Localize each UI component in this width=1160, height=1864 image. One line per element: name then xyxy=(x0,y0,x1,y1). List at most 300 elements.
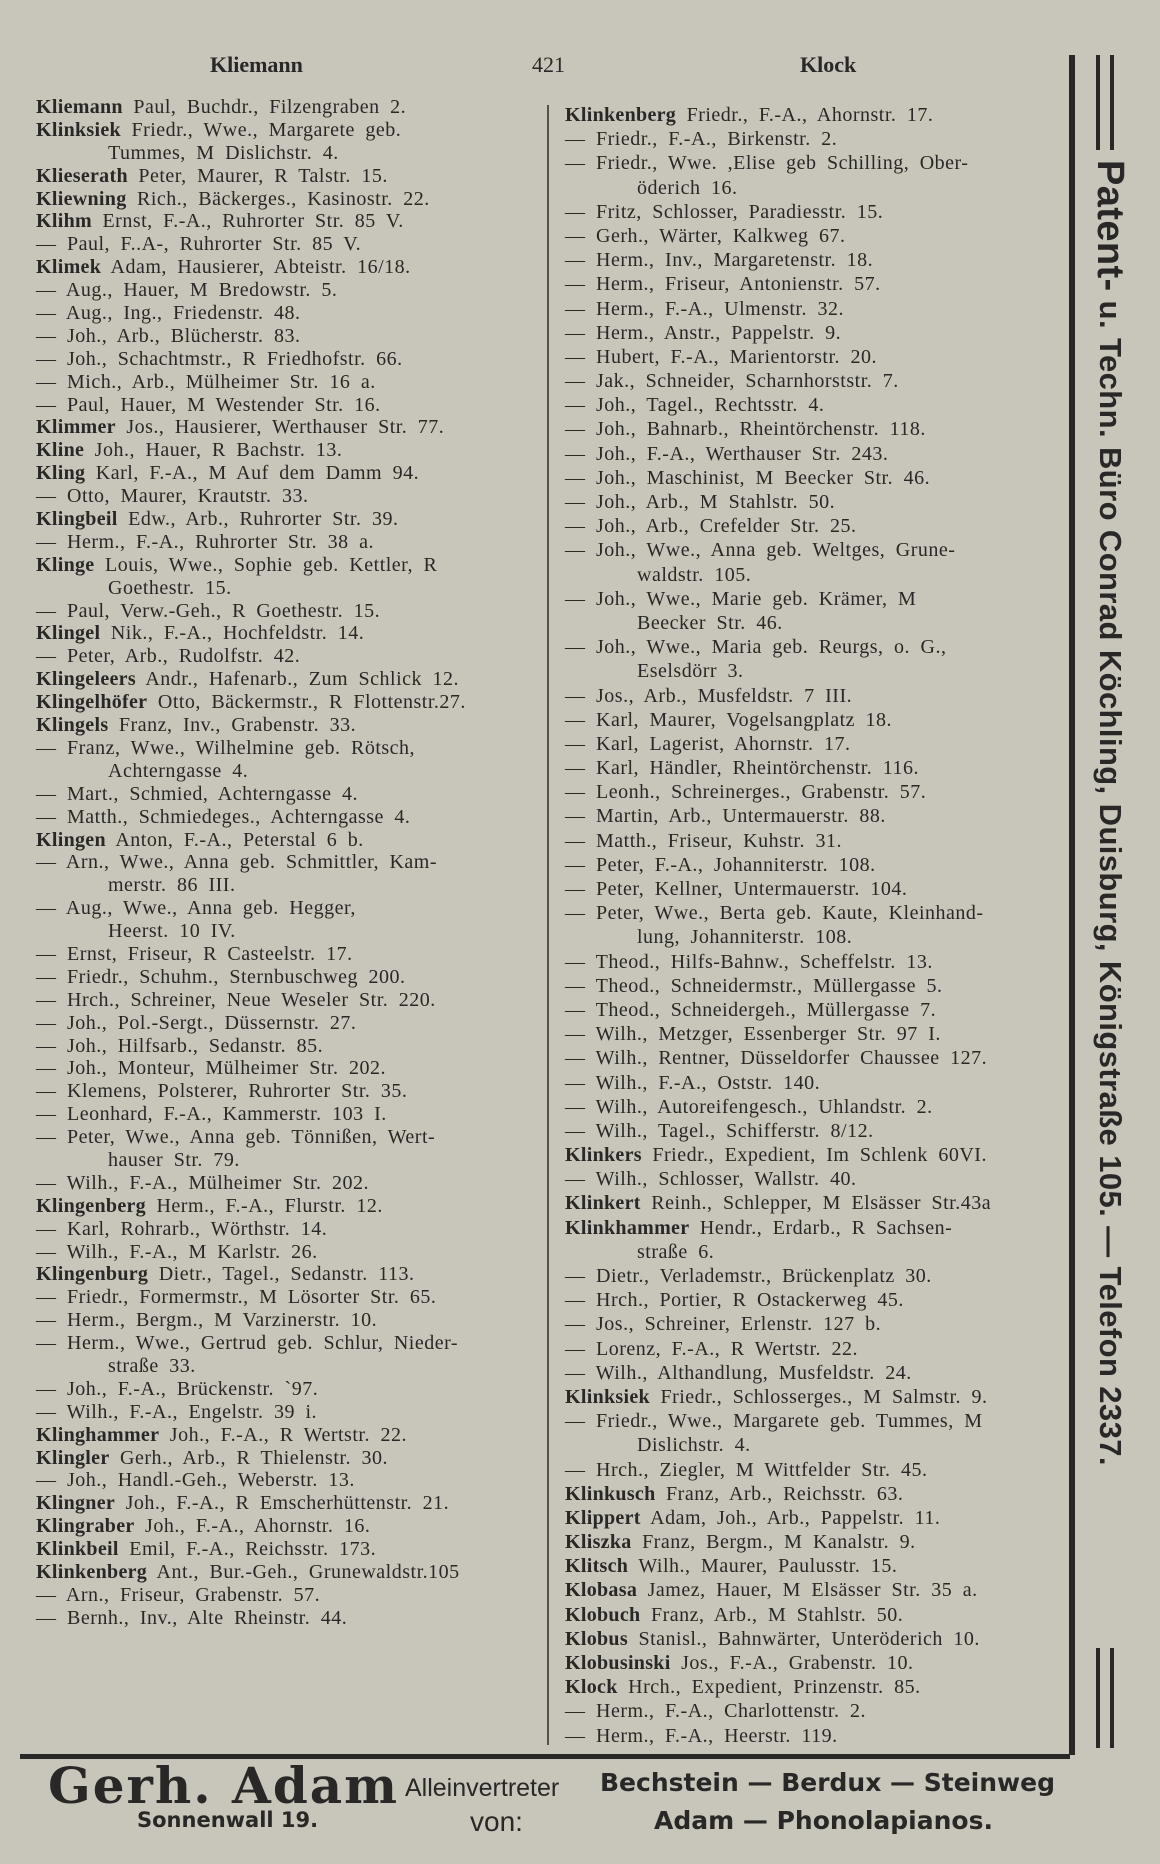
entry-details: Paul, Verw.-Geh., R Goethestr. 15. xyxy=(67,599,381,622)
directory-entry xyxy=(565,442,1065,466)
directory-entry xyxy=(565,393,1065,417)
entry-continuation xyxy=(36,760,541,783)
entry-details: Herm., Inv., Margaretenstr. 18. xyxy=(596,249,874,272)
entry-details: Wilh., F.-A., Mülheimer Str. 202. xyxy=(66,1171,370,1194)
ditto-dash: — xyxy=(565,1313,586,1336)
ditto-dash: — xyxy=(565,781,586,804)
directory-entry xyxy=(565,1191,1065,1215)
directory-entry xyxy=(36,851,541,874)
directory-entry xyxy=(565,1699,1065,1723)
entry-details: Jos., F.-A., Grabenstr. 10. xyxy=(681,1652,914,1674)
entry-details: Karl, Händler, Rheintörchenstr. 116. xyxy=(596,757,920,780)
directory-entry xyxy=(36,1263,541,1286)
entry-details: Joh., Wwe., Maria geb. Reurgs, o. G., xyxy=(596,636,947,659)
entry-details: Friedr., F.-A., Birkenstr. 2. xyxy=(596,128,838,151)
directory-entry xyxy=(565,1264,1065,1288)
ditto-dash: — xyxy=(36,782,57,805)
ditto-dash: — xyxy=(565,1023,586,1046)
ditto-dash: — xyxy=(36,1057,57,1080)
entry-continuation xyxy=(36,874,541,897)
entry-details: Karl, F.-A., M Auf dem Damm 94. xyxy=(95,462,420,485)
entry-details: Ant., Bur.-Geh., Grunewaldstr.105 xyxy=(156,1561,460,1583)
footer-ad-von: von: xyxy=(470,1806,523,1837)
entry-details: Wilh., F.-A., M Karlstr. 26. xyxy=(66,1240,318,1263)
directory-entry xyxy=(36,348,541,371)
entry-details: merstr. 86 III. xyxy=(108,874,236,897)
entry-details: Mich., Arb., Mülheimer Str. 16 a. xyxy=(67,370,376,393)
ditto-dash: — xyxy=(36,370,57,393)
surname: Klingeleers xyxy=(36,668,136,691)
entry-details: Ernst, F.-A., Ruhrorter Str. 85 V. xyxy=(102,210,404,233)
entry-details: Theod., Hilfs-Bahnw., Scheffelstr. 13. xyxy=(595,950,933,973)
directory-entry xyxy=(36,1469,541,1492)
surname: Klobuch xyxy=(565,1603,641,1626)
entry-details: Herm., F.-A., Ruhrorter Str. 38 a. xyxy=(67,530,375,553)
entry-details: Joh., Tagel., Rechtsstr. 4. xyxy=(596,394,825,417)
entry-details: Fritz, Schlosser, Paradiesstr. 15. xyxy=(596,200,884,223)
entry-details: öderich 16. xyxy=(637,176,738,199)
ditto-dash: — xyxy=(36,233,57,256)
surname: Klinkhammer xyxy=(565,1216,690,1239)
entry-continuation xyxy=(565,925,1065,949)
entry-details: Hubert, F.-A., Marientorstr. 20. xyxy=(596,345,878,368)
ditto-dash: — xyxy=(565,974,586,997)
entry-details: Friedr., F.-A., Ahornstr. 17. xyxy=(686,104,934,126)
entry-details: straße 6. xyxy=(637,1240,715,1263)
entry-details: Wilh., Autoreifengesch., Uhlandstr. 2. xyxy=(595,1095,933,1118)
directory-entry xyxy=(565,732,1065,756)
entry-details: Dietr., Tagel., Sedanstr. 113. xyxy=(158,1263,415,1286)
surname: Kliszka xyxy=(565,1531,632,1554)
ditto-dash: — xyxy=(565,249,586,272)
surname: Klinghammer xyxy=(36,1423,160,1446)
ditto-dash: — xyxy=(36,1400,57,1423)
directory-entry xyxy=(36,1424,541,1447)
entry-details: Joh., Schachtmstr., R Friedhofstr. 66. xyxy=(67,347,403,370)
ditto-dash: — xyxy=(565,853,586,876)
ditto-dash: — xyxy=(36,1217,57,1240)
directory-entry xyxy=(565,1312,1065,1336)
directory-entry xyxy=(565,151,1065,175)
entry-details: Joh., Monteur, Mülheimer Str. 202. xyxy=(67,1057,386,1080)
ditto-dash: — xyxy=(36,1034,57,1057)
directory-entry xyxy=(565,804,1065,828)
surname: Klingels xyxy=(36,714,109,737)
entry-details: Hrch., Schreiner, Neue Weseler Str. 220. xyxy=(67,988,436,1011)
entry-details: Heerst. 10 IV. xyxy=(108,920,236,943)
directory-entry xyxy=(565,1361,1065,1385)
entry-details: Jak., Schneider, Scharnhorststr. 7. xyxy=(596,370,899,393)
directory-entry xyxy=(565,321,1065,345)
directory-entry xyxy=(36,554,541,577)
entry-details: Rich., Bäckerges., Kasinostr. 22. xyxy=(137,187,430,210)
entry-details: Franz, Arb., Reichsstr. 63. xyxy=(666,1482,904,1505)
entry-details: Eselsdörr 3. xyxy=(637,660,744,683)
entry-details: Matth., Friseur, Kuhstr. 31. xyxy=(596,829,842,852)
directory-entry xyxy=(565,1143,1065,1167)
directory-entry xyxy=(36,806,541,829)
directory-entry xyxy=(36,1035,541,1058)
directory-entry xyxy=(36,1584,541,1607)
directory-entry xyxy=(36,600,541,623)
entry-details: Martin, Arb., Untermauerstr. 88. xyxy=(596,805,886,828)
entry-details: Hrch., Portier, R Ostackerweg 45. xyxy=(596,1289,904,1312)
directory-entry xyxy=(36,1241,541,1264)
entry-details: Achterngasse 4. xyxy=(108,759,249,782)
surname: Klinkenberg xyxy=(36,1561,148,1583)
surname: Klitsch xyxy=(565,1555,629,1578)
entry-details: Herm., F.-A., Ulmenstr. 32. xyxy=(596,297,844,320)
entry-details: Franz, Inv., Grabenstr. 33. xyxy=(118,714,357,737)
surname: Klobusinski xyxy=(565,1652,671,1674)
directory-entry xyxy=(565,1724,1065,1748)
ditto-dash: — xyxy=(565,539,586,562)
ditto-dash: — xyxy=(565,1265,586,1287)
directory-entry xyxy=(36,439,541,462)
entry-details: Arn., Wwe., Anna geb. Schmittler, Kam- xyxy=(65,851,437,874)
entry-details: Wilh., Metzger, Essenberger Str. 97 I. xyxy=(595,1023,941,1046)
entry-details: Leonh., Schreinerges., Grabenstr. 57. xyxy=(596,781,927,804)
ditto-dash: — xyxy=(36,1606,57,1629)
directory-entry xyxy=(565,635,1065,659)
entry-details: Wilh., F.-A., Oststr. 140. xyxy=(595,1071,821,1094)
entry-details: Wilh., Rentner, Düsseldorfer Chaussee 127. xyxy=(595,1047,988,1070)
entry-details: Adam, Joh., Arb., Pappelstr. 11. xyxy=(650,1506,941,1529)
ditto-dash: — xyxy=(565,805,586,828)
footer-ad-name: Gerh. Adam xyxy=(48,1756,400,1815)
ditto-dash: — xyxy=(36,805,57,828)
column-divider xyxy=(547,105,549,1745)
ditto-dash: — xyxy=(36,1332,57,1355)
entry-details: Goethestr. 15. xyxy=(108,576,232,599)
directory-entry xyxy=(36,1172,541,1195)
entry-details: Paul, Buchdr., Filzengraben 2. xyxy=(133,96,407,118)
directory-entry xyxy=(36,1309,541,1332)
ditto-dash: — xyxy=(565,998,586,1021)
ditto-dash: — xyxy=(565,200,586,223)
entry-details: Friedr., Schlosserges., M Salmstr. 9. xyxy=(660,1385,988,1408)
surname: Klinksiek xyxy=(36,118,121,141)
decorative-bar xyxy=(1110,55,1114,150)
entry-continuation xyxy=(36,1355,541,1378)
ditto-dash: — xyxy=(36,1080,57,1103)
entry-details: Anton, F.-A., Peterstal 6 b. xyxy=(115,828,364,851)
directory-entry xyxy=(565,1095,1065,1119)
entry-details: Herm., Anstr., Pappelstr. 9. xyxy=(596,321,842,344)
entry-details: Franz, Bergm., M Kanalstr. 9. xyxy=(642,1531,916,1554)
entry-details: Joh., Maschinist, M Beecker Str. 46. xyxy=(596,466,931,489)
directory-entry xyxy=(565,1506,1065,1530)
entry-details: Reinh., Schlepper, M Elsässer Str.43a xyxy=(651,1192,992,1215)
directory-entry xyxy=(565,1385,1065,1409)
ditto-dash: — xyxy=(565,1361,586,1384)
directory-entry xyxy=(565,1216,1065,1240)
directory-entry xyxy=(565,998,1065,1022)
directory-entry xyxy=(36,1286,541,1309)
ditto-dash: — xyxy=(36,942,57,965)
surname: Klimmer xyxy=(36,416,116,439)
directory-entry xyxy=(36,645,541,668)
directory-entry xyxy=(36,737,541,760)
ditto-dash: — xyxy=(565,224,586,247)
surname: Klinksiek xyxy=(565,1385,650,1408)
directory-entry xyxy=(565,538,1065,562)
entry-continuation xyxy=(36,577,541,600)
directory-entry xyxy=(36,1012,541,1035)
directory-entry xyxy=(565,756,1065,780)
directory-entry xyxy=(36,371,541,394)
ditto-dash: — xyxy=(565,442,586,465)
entry-details: Herm., Wwe., Gertrud geb. Schlur, Nieder- xyxy=(67,1332,459,1355)
directory-entry xyxy=(565,1167,1065,1191)
directory-entry xyxy=(36,1538,541,1561)
entry-continuation xyxy=(36,920,541,943)
entry-details: Bernh., Inv., Alte Rheinstr. 44. xyxy=(67,1606,348,1629)
entry-details: Tummes, M Dislichstr. 4. xyxy=(108,141,339,164)
directory-entry xyxy=(36,508,541,531)
surname: Klingelhöfer xyxy=(36,691,148,714)
entry-details: Peter, Wwe., Anna geb. Tönnißen, Wert- xyxy=(67,1126,436,1149)
directory-entry xyxy=(565,1337,1065,1361)
directory-entry xyxy=(36,210,541,233)
surname: Klinkert xyxy=(565,1192,641,1215)
directory-entry xyxy=(36,622,541,645)
footer-ad-brands: Bechstein — Berdux — Steinweg xyxy=(600,1768,1055,1797)
directory-entry xyxy=(565,490,1065,514)
entry-details: Karl, Maurer, Vogelsangplatz 18. xyxy=(596,708,893,731)
left-column-entries xyxy=(36,96,541,1630)
directory-entry xyxy=(565,514,1065,538)
directory-entry xyxy=(565,1458,1065,1482)
entry-details: Nik., F.-A., Hochfeldstr. 14. xyxy=(110,622,365,645)
entry-details: Friedr., Expedient, Im Schlenk 60VI. xyxy=(652,1144,987,1167)
right-column-entries xyxy=(565,103,1065,1748)
entry-details: Aug., Wwe., Anna geb. Hegger, xyxy=(65,897,356,920)
entry-details: Joh., F.-A., R Emscherhüttenstr. 21. xyxy=(125,1492,450,1515)
entry-details: Otto, Bäckermstr., R Flottenstr.27. xyxy=(157,691,466,714)
directory-entry xyxy=(36,714,541,737)
entry-details: straße 33. xyxy=(108,1354,196,1377)
surname: Klobasa xyxy=(565,1579,638,1602)
directory-entry xyxy=(36,188,541,211)
directory-entry xyxy=(565,345,1065,369)
directory-entry xyxy=(36,1080,541,1103)
ditto-dash: — xyxy=(36,645,57,668)
directory-entry xyxy=(36,966,541,989)
ditto-dash: — xyxy=(565,636,586,659)
entry-details: Joh., Hilfsarb., Sedanstr. 85. xyxy=(67,1034,324,1057)
sidebar-ad-text: u. Techn. Büro Conrad Köchling, Duisburg, Königstraße 105. — Telefon 2337. xyxy=(1093,291,1128,1466)
entry-details: Franz, Wwe., Wilhelmine geb. Rötsch, xyxy=(67,736,416,759)
ditto-dash: — xyxy=(36,1377,57,1400)
entry-details: Joh., F.-A., Brückenstr. `97. xyxy=(67,1377,319,1400)
directory-entry xyxy=(565,587,1065,611)
surname: Klinkenberg xyxy=(565,104,677,126)
ditto-dash: — xyxy=(36,393,57,416)
directory-entry xyxy=(565,708,1065,732)
directory-entry xyxy=(565,1627,1065,1651)
entry-continuation xyxy=(565,611,1065,635)
directory-entry xyxy=(36,1515,541,1538)
ditto-dash: — xyxy=(565,1168,586,1191)
entry-details: Wilh., Maurer, Paulusstr. 15. xyxy=(638,1555,898,1578)
surname: Klinkbeil xyxy=(36,1538,119,1561)
entry-details: Hrch., Expedient, Prinzenstr. 85. xyxy=(628,1676,921,1699)
entry-continuation xyxy=(565,563,1065,587)
surname: Klobus xyxy=(565,1627,628,1650)
directory-entry xyxy=(36,1492,541,1515)
entry-details: Hrch., Ziegler, M Wittfelder Str. 45. xyxy=(596,1458,928,1481)
entry-details: Mart., Schmied, Achterngasse 4. xyxy=(67,782,358,805)
ditto-dash: — xyxy=(36,1286,57,1309)
surname: Kling xyxy=(36,462,86,485)
directory-entry xyxy=(36,279,541,302)
entry-details: Joh., Pol.-Sergt., Düssernstr. 27. xyxy=(67,1011,357,1034)
entry-details: Peter, Arb., Rudolfstr. 42. xyxy=(67,645,301,668)
entry-details: Joh., Arb., M Stahlstr. 50. xyxy=(596,491,836,513)
surname: Klieserath xyxy=(36,164,128,187)
entry-details: Herm., F.-A., Flurstr. 12. xyxy=(156,1194,383,1217)
entry-details: Hendr., Erdarb., R Sachsen- xyxy=(699,1216,953,1239)
directory-entry xyxy=(565,272,1065,296)
entry-details: Theod., Schneidermstr., Müllergasse 5. xyxy=(595,974,943,997)
directory-entry xyxy=(36,897,541,920)
ditto-dash: — xyxy=(565,1047,586,1070)
directory-entry xyxy=(36,989,541,1012)
directory-entry xyxy=(565,1119,1065,1143)
directory-entry xyxy=(565,1651,1065,1675)
directory-entry xyxy=(36,325,541,348)
surname: Klihm xyxy=(36,210,92,233)
footer-ad-role: Alleinvertreter xyxy=(405,1774,560,1802)
directory-entry xyxy=(36,1607,541,1630)
surname: Klinkers xyxy=(565,1144,642,1167)
entry-details: Peter, Wwe., Berta geb. Kaute, Kleinhand- xyxy=(596,902,984,925)
ditto-dash: — xyxy=(565,321,586,344)
directory-entry xyxy=(565,369,1065,393)
footer-ad-pianos: Adam — Phonolapianos. xyxy=(654,1806,993,1835)
entry-continuation xyxy=(565,659,1065,683)
directory-entry xyxy=(565,974,1065,998)
entry-details: Joh., Arb., Blücherstr. 83. xyxy=(67,324,301,347)
page-number: 421 xyxy=(532,52,565,77)
entry-details: Karl, Rohrarb., Wörthstr. 14. xyxy=(67,1217,328,1240)
entry-details: Joh., Arb., Crefelder Str. 25. xyxy=(596,515,857,538)
directory-entry xyxy=(565,224,1065,248)
entry-details: Matth., Schmiedeges., Achterngasse 4. xyxy=(67,805,411,828)
directory-entry xyxy=(36,1103,541,1126)
ditto-dash: — xyxy=(565,1700,586,1723)
directory-entry xyxy=(36,165,541,188)
entry-details: Joh., Wwe., Marie geb. Krämer, M xyxy=(596,587,917,610)
directory-entry xyxy=(36,1447,541,1470)
ditto-dash: — xyxy=(36,851,57,874)
running-head-right: Klock xyxy=(800,52,857,77)
directory-entry xyxy=(565,780,1065,804)
decorative-bar xyxy=(1096,55,1100,150)
entry-continuation xyxy=(565,1240,1065,1264)
ditto-dash: — xyxy=(565,128,586,151)
margin-rule xyxy=(1069,55,1075,1755)
ditto-dash: — xyxy=(36,897,57,920)
entry-details: Lorenz, F.-A., R Wertstr. 22. xyxy=(596,1337,858,1360)
directory-entry xyxy=(565,950,1065,974)
entry-details: Dietr., Verlademstr., Brückenplatz 30. xyxy=(596,1265,932,1287)
surname: Klingner xyxy=(36,1492,116,1515)
directory-entry xyxy=(565,1288,1065,1312)
entry-details: Wilh., Schlosser, Wallstr. 40. xyxy=(595,1168,857,1191)
entry-details: Wilh., F.-A., Engelstr. 39 i. xyxy=(66,1400,318,1423)
ditto-dash: — xyxy=(36,1171,57,1194)
directory-entry xyxy=(36,462,541,485)
directory-entry xyxy=(36,1378,541,1401)
ditto-dash: — xyxy=(565,708,586,731)
entry-details: Aug., Hauer, M Bredowstr. 5. xyxy=(65,279,338,302)
ditto-dash: — xyxy=(565,466,586,489)
ditto-dash: — xyxy=(36,347,57,370)
ditto-dash: — xyxy=(565,1071,586,1094)
directory-entry xyxy=(565,1071,1065,1095)
ditto-dash: — xyxy=(36,1126,57,1149)
ditto-dash: — xyxy=(565,950,586,973)
directory-entry xyxy=(565,200,1065,224)
sidebar-advertisement xyxy=(1085,160,1135,1640)
surname: Klingbeil xyxy=(36,508,118,531)
ditto-dash: — xyxy=(36,324,57,347)
ditto-dash: — xyxy=(36,530,57,553)
ditto-dash: — xyxy=(565,1458,586,1481)
ditto-dash: — xyxy=(565,587,586,610)
ditto-dash: — xyxy=(36,988,57,1011)
ditto-dash: — xyxy=(565,394,586,417)
entry-details: Joh., Wwe., Anna geb. Weltges, Grune- xyxy=(596,539,956,562)
entry-details: Jos., Schreiner, Erlenstr. 127 b. xyxy=(596,1313,882,1336)
surname: Klingler xyxy=(36,1446,110,1469)
entry-details: Joh., F.-A., Ahornstr. 16. xyxy=(145,1515,371,1538)
surname: Klingenberg xyxy=(36,1194,146,1217)
entry-details: Peter, Maurer, R Talstr. 15. xyxy=(138,164,388,187)
ditto-dash: — xyxy=(565,829,586,852)
entry-details: Franz, Arb., M Stahlstr. 50. xyxy=(650,1603,904,1626)
surname: Klinge xyxy=(36,553,95,576)
entry-details: Joh., F.-A., Werthauser Str. 243. xyxy=(596,442,889,465)
entry-details: Aug., Ing., Friedenstr. 48. xyxy=(65,302,301,325)
directory-entry xyxy=(36,1126,541,1149)
directory-entry xyxy=(565,127,1065,151)
entry-details: Edw., Arb., Ruhrorter Str. 39. xyxy=(128,508,399,531)
directory-entry xyxy=(565,684,1065,708)
directory-entry xyxy=(565,1530,1065,1554)
entry-details: Joh., Hauer, R Bachstr. 13. xyxy=(94,439,343,462)
entry-details: Joh., F.-A., R Wertstr. 22. xyxy=(169,1423,407,1446)
entry-details: Friedr., Schuhm., Sternbuschweg 200. xyxy=(67,965,406,988)
directory-entry xyxy=(36,1332,541,1355)
decorative-bar xyxy=(1110,1648,1114,1748)
entry-details: Arn., Friseur, Grabenstr. 57. xyxy=(65,1583,321,1606)
running-head-left: Kliemann xyxy=(210,52,303,77)
entry-details: Otto, Maurer, Krautstr. 33. xyxy=(67,485,309,508)
entry-continuation xyxy=(565,1433,1065,1457)
footer-ad-address: Sonnenwall 19. xyxy=(137,1808,319,1832)
surname: Klingel xyxy=(36,622,101,645)
directory-entry xyxy=(36,1195,541,1218)
entry-details: Klemens, Polsterer, Ruhrorter Str. 35. xyxy=(67,1080,408,1103)
entry-continuation xyxy=(36,142,541,165)
ditto-dash: — xyxy=(36,736,57,759)
ditto-dash: — xyxy=(565,273,586,296)
entry-details: Karl, Lagerist, Ahornstr. 17. xyxy=(596,732,851,755)
ditto-dash: — xyxy=(565,1289,586,1312)
